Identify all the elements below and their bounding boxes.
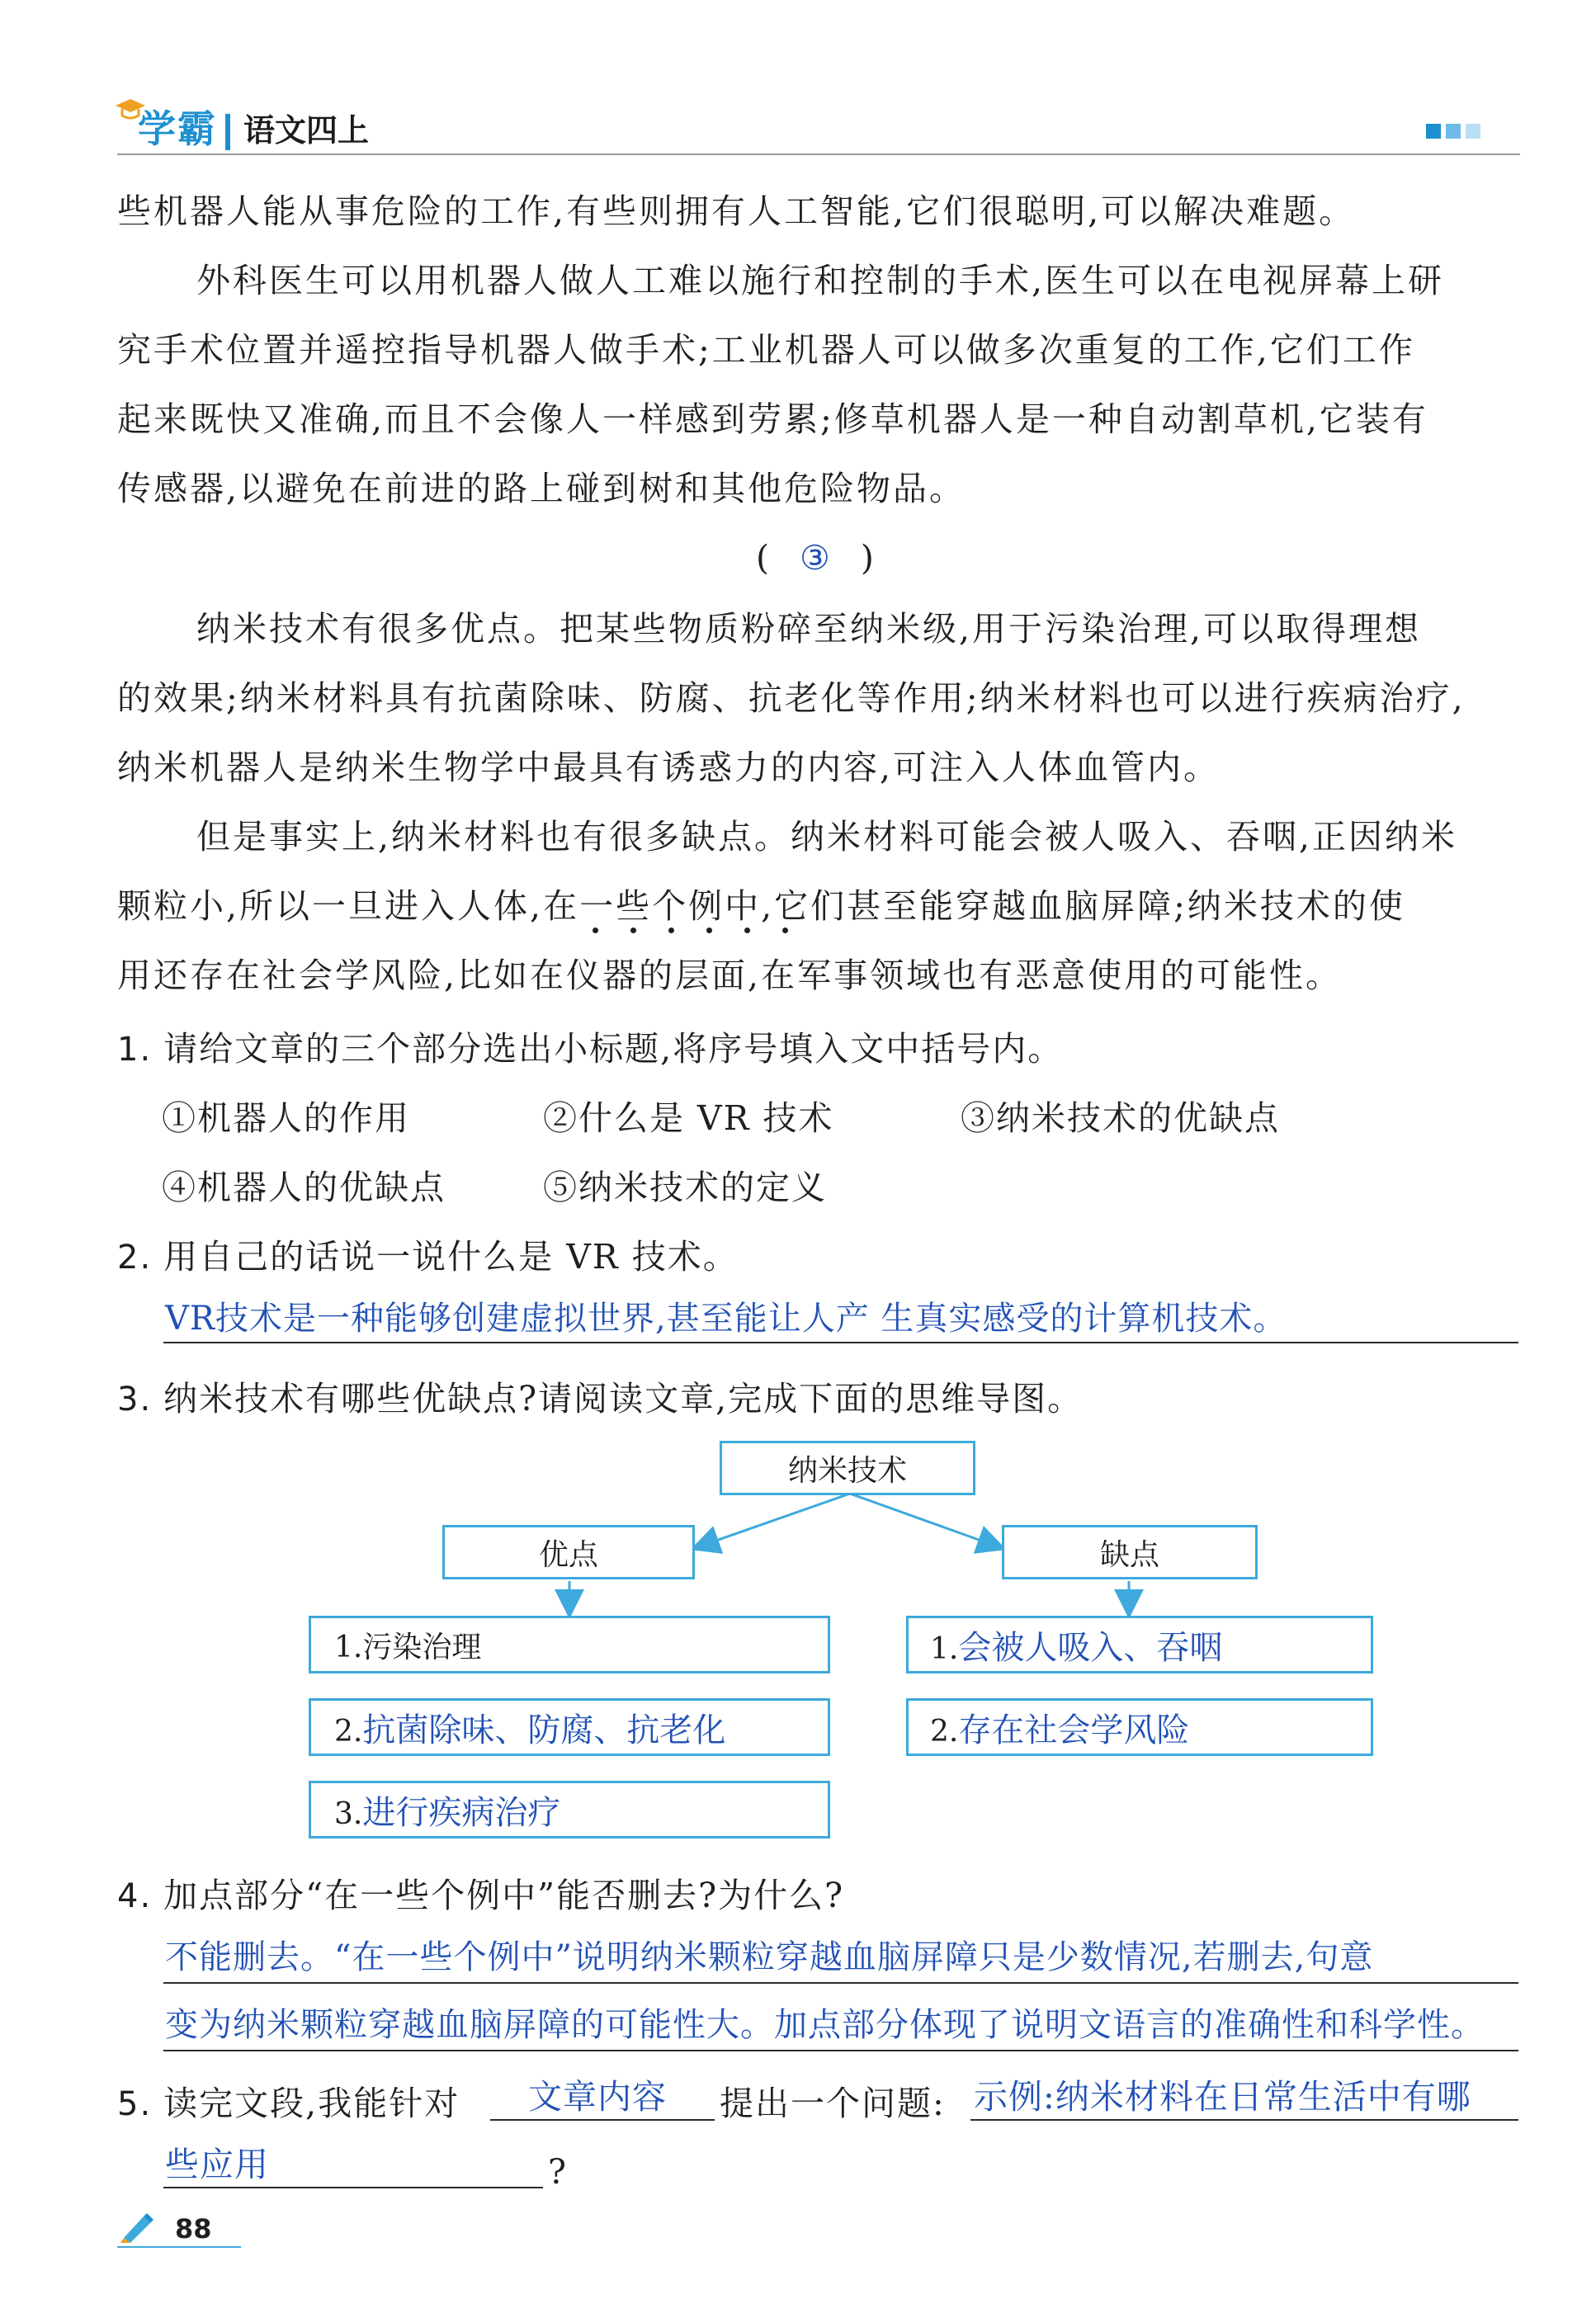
option-1: ①机器人的作用	[162, 1098, 410, 1138]
q4-answer-rule	[163, 2050, 1518, 2051]
mindmap-advantages	[442, 1525, 695, 1579]
disadvantages-label: 缺点	[1099, 1537, 1159, 1572]
option-2: ②什么是 VR 技术	[543, 1098, 834, 1138]
option-3: ③纳米技术的优缺点	[961, 1098, 1280, 1138]
q5-blank1-answer: 文章内容	[528, 2077, 667, 2117]
item-prefix: 1.	[334, 1630, 363, 1664]
question-number: 3.	[117, 1381, 153, 1418]
mindmap-root-label: 纳米技术	[787, 1453, 907, 1488]
question-text: 读完文段,我能针对	[163, 2084, 460, 2123]
text-line: 些机器人能从事危险的工作,有些则拥有人工智能,它们很聪明,可以解决难题。	[117, 191, 1356, 231]
item-text: 污染治理	[362, 1630, 482, 1664]
subject-title: 语文四上	[243, 112, 370, 149]
q5-blank2-line	[970, 2119, 1518, 2121]
option-5: ⑤纳米技术的定义	[543, 1168, 827, 1207]
q5-blank2-continued: 些应用	[165, 2145, 269, 2184]
text-line: 外科医生可以用机器人做人工难以施行和控制的手术,医生可以在电视屏幕上研	[196, 261, 1445, 300]
question-number: 4.	[117, 1877, 153, 1915]
mindmap-disadvantages	[1002, 1525, 1258, 1579]
question-number: 1.	[117, 1031, 153, 1069]
disadvantage-item-2	[906, 1698, 1373, 1756]
q5-blank1-line	[490, 2119, 715, 2121]
text-line: 但是事实上,纳米材料也有很多缺点。纳米材料可能会被人吸入、吞咽,正因纳米	[196, 817, 1458, 857]
item-text: 会被人吸入、吞咽	[958, 1628, 1223, 1667]
q5-question-mark: ?	[548, 2152, 568, 2192]
item-prefix: 1.	[930, 1631, 959, 1666]
q5-blank2-answer: 示例:纳米材料在日常生活中有哪	[974, 2077, 1471, 2117]
question-5	[117, 2076, 460, 2125]
text-segment: 颗粒小,所以一旦进入人体,	[117, 886, 544, 926]
q5-text-mid: 提出一个问题:	[720, 2084, 946, 2123]
section3-open-paren: (	[756, 538, 769, 578]
item-text: 存在社会学风险	[958, 1711, 1190, 1749]
question-text: 纳米技术有哪些优缺点?请阅读文章,完成下面的思维导图。	[163, 1379, 1084, 1418]
question-number: 5.	[117, 2085, 153, 2123]
question-number: 2.	[117, 1239, 153, 1277]
mindmap-root	[720, 1441, 975, 1495]
footer-rule	[117, 2246, 241, 2248]
text-segment: ,它们甚至能穿越血脑屏障;纳米技术的使	[761, 886, 1405, 926]
disadvantage-item-1	[906, 1616, 1373, 1673]
item-prefix: 2.	[334, 1714, 363, 1749]
section3-close-paren: )	[860, 538, 874, 578]
q5-blank2-line-cont	[163, 2187, 543, 2188]
item-prefix: 2.	[930, 1714, 959, 1749]
advantage-item-1	[309, 1616, 830, 1673]
text-line: 究手术位置并遥控指导机器人做手术;工业机器人可以做多次重复的工作,它们工作	[117, 330, 1415, 370]
dotted-phrase: 在一些个例中	[543, 886, 762, 926]
q4-answer-line2: 变为纳米颗粒穿越血脑屏障的可能性大。加点部分体现了说明文语言的准确性和科学性。	[165, 2006, 1485, 2044]
pencil-icon	[119, 2210, 157, 2246]
text-line: 用还存在社会学风险,比如在仪器的层面,在军事领域也有恶意使用的可能性。	[117, 956, 1343, 995]
page-number: 88	[175, 2213, 212, 2245]
text-line: 纳米机器人是纳米生物学中最具有诱惑力的内容,可注入人体血管内。	[117, 748, 1221, 787]
text-line: 传感器,以避免在前进的路上碰到树和其他危险物品。	[117, 469, 966, 508]
q4-answer-rule	[163, 1982, 1518, 1984]
advantages-label: 优点	[538, 1537, 598, 1572]
text-line: 的效果;纳米材料具有抗菌除味、防腐、抗老化等作用;纳米材料也可以进行疾病治疗,	[117, 678, 1466, 718]
item-text: 抗菌除味、防腐、抗老化	[362, 1711, 726, 1749]
text-line: 起来既快又准确,而且不会像人一样感到劳累;修草机器人是一种自动割草机,它装有	[117, 399, 1428, 439]
text-line: 纳米技术有很多优点。把某些物质粉碎至纳米级,用于污染治理,可以取得理想	[196, 609, 1422, 649]
q4-answer-line1: 不能删去。“在一些个例中”说明纳米颗粒穿越血脑屏障只是少数情况,若删去,句意	[165, 1938, 1374, 1976]
question-4	[117, 1868, 844, 1917]
question-text: 用自己的话说一说什么是 VR 技术。	[163, 1237, 739, 1277]
advantage-item-2	[309, 1698, 830, 1756]
question-text: 请给文章的三个部分选出小标题,将序号填入文中括号内。	[163, 1029, 1064, 1069]
question-text: 加点部分“在一些个例中”能否删去?为什么?	[163, 1876, 845, 1915]
q2-answer: VR技术是一种能够创建虚拟世界,甚至能让人产 生真实感受的计算机技术。	[165, 1300, 1287, 1338]
item-prefix: 3.	[334, 1796, 363, 1831]
section3-answer: ③	[800, 538, 830, 578]
option-4: ④机器人的优缺点	[162, 1168, 446, 1207]
brand-name: 学霸	[138, 106, 217, 151]
advantage-item-3	[309, 1781, 830, 1839]
item-text: 进行疾病治疗	[362, 1793, 561, 1832]
